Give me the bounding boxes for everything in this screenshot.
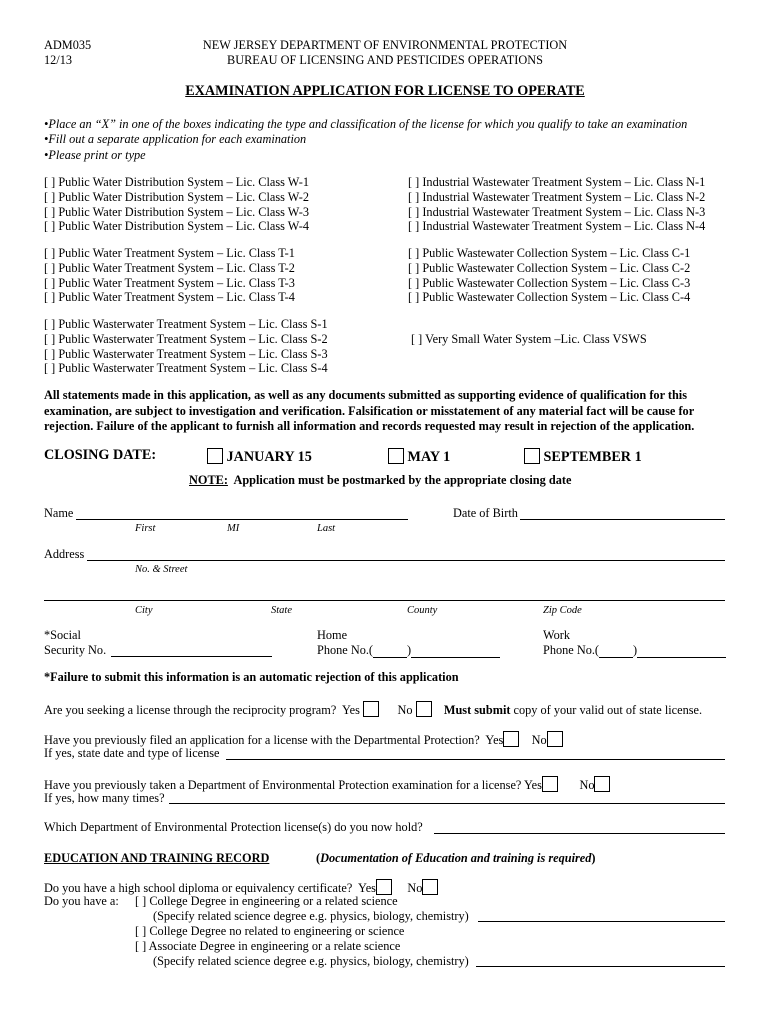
bullet: • [44, 132, 49, 146]
license-option-w2[interactable]: [ ] Public Water Distribution System – Lic. Class W-2 [44, 189, 309, 204]
license-group-wastewater-treatment [44, 317, 328, 376]
license-option-n2[interactable]: [ ] Industrial Wastewater Treatment System – Lic. Class N-2 [408, 189, 706, 204]
work-area-code-field[interactable] [599, 645, 633, 658]
license-option-t4[interactable]: [ ] Public Water Treatment System – Lic. Class T-4 [44, 290, 295, 305]
closing-date-label: CLOSING DATE: [44, 447, 157, 463]
legal-statement: All statements made in this application, as well as any documents submitted as supporting evidence of qualification for this examination, are subject to investigation and verification. Falsification or misstatement of any material fact will be cause for rejection. Failure of the applicant to furnish all information and records requested may result in rejection of the application. [44, 388, 695, 433]
license-option-s4[interactable]: [ ] Public Wasterwater Treatment System – Lic. Class S-4 [44, 361, 328, 376]
form-id: ADM035 [44, 38, 92, 52]
work-phone-field[interactable] [637, 645, 726, 658]
degree-option-college-engineering[interactable]: [ ] College Degree in engineering or a related science [135, 894, 398, 908]
dob-field[interactable] [520, 519, 725, 520]
agency-name: NEW JERSEY DEPARTMENT OF ENVIRONMENTAL PROTECTION [202, 38, 568, 52]
license-option-t3[interactable]: [ ] Public Water Treatment System – Lic. Class T-3 [44, 275, 295, 290]
license-option-vsws[interactable]: [ ] Very Small Water System –Lic. Class VSWS [411, 332, 647, 346]
diploma-yes-checkbox[interactable] [376, 879, 392, 895]
prev-exam-question: Have you previously taken a Department of Environmental Protection examination for a license? Yes No [44, 776, 610, 793]
bureau-name: BUREAU OF LICENSING AND PESTICIDES OPERATIONS [227, 53, 543, 67]
closing-note: NOTE: Application must be postmarked by the appropriate closing date [189, 473, 572, 487]
state-caption: State [271, 605, 292, 616]
license-group-very-small [411, 332, 647, 347]
license-option-t2[interactable]: [ ] Public Water Treatment System – Lic. Class T-2 [44, 260, 295, 275]
prev-filed-yes-checkbox[interactable] [503, 731, 519, 747]
middle-initial-caption: MI [227, 523, 240, 534]
prev-exam-followup-field[interactable] [169, 803, 725, 804]
degree-spec-field-2[interactable] [476, 966, 725, 967]
instruction-1: •Place an “X” in one of the boxes indicating the type and classification of the license for which you qualify to take an examination [44, 117, 688, 131]
home-phone-label-1: Home [317, 628, 348, 642]
zip-caption: Zip Code [543, 605, 582, 616]
license-option-n1[interactable]: [ ] Industrial Wastewater Treatment System – Lic. Class N-1 [408, 175, 706, 189]
bullet: • [44, 117, 49, 131]
failure-note: *Failure to submit this information is an automatic rejection of this application [44, 670, 459, 684]
license-option-n4[interactable]: [ ] Industrial Wastewater Treatment System – Lic. Class N-4 [408, 219, 706, 234]
license-option-c1[interactable]: [ ] Public Wastewater Collection System – Lic. Class C-1 [408, 246, 691, 260]
license-group-wastewater-collection [408, 246, 690, 305]
license-option-s3[interactable]: [ ] Public Wasterwater Treatment System – Lic. Class S-3 [44, 346, 328, 361]
name-field[interactable] [76, 519, 408, 520]
education-note: (Documentation of Education and training is required) [316, 851, 596, 865]
form-date: 12/13 [44, 53, 73, 67]
license-option-t1[interactable]: [ ] Public Water Treatment System – Lic. Class T-1 [44, 246, 295, 260]
instruction-3: •Please print or type [44, 148, 146, 162]
instruction-2: •Fill out a separate application for each examination [44, 132, 307, 146]
current-license-field[interactable] [434, 833, 725, 834]
license-option-c2[interactable]: [ ] Public Wastewater Collection System – Lic. Class C-2 [408, 260, 691, 275]
diploma-no-checkbox[interactable] [422, 879, 438, 895]
prev-exam-no-checkbox[interactable] [594, 776, 610, 792]
prev-exam-yes-checkbox[interactable] [542, 776, 558, 792]
prev-filed-followup-field[interactable] [226, 759, 725, 760]
degree-option-college-other[interactable]: [ ] College Degree no related to engineering or science [135, 924, 405, 938]
license-option-c3[interactable]: [ ] Public Wastewater Collection System – Lic. Class C-3 [408, 275, 691, 290]
degree-question-label: Do you have a: [44, 894, 119, 908]
street-caption: No. & Street [135, 564, 188, 575]
home-phone-label-2: Phone No.( ) [317, 643, 500, 658]
reciprocity-yes-checkbox[interactable] [363, 701, 379, 717]
license-group-water-distribution [44, 175, 309, 234]
prev-filed-question: Have you previously filed an application for a license with the Departmental Protection? Yes No [44, 731, 563, 748]
address-label: Address [44, 547, 85, 561]
license-option-w1[interactable]: [ ] Public Water Distribution System – Lic. Class W-1 [44, 175, 309, 189]
city-state-field[interactable] [44, 600, 725, 601]
home-area-code-field[interactable] [373, 645, 407, 658]
name-label: Name [44, 506, 74, 520]
license-option-c4[interactable]: [ ] Public Wastewater Collection System – Lic. Class C-4 [408, 290, 691, 305]
checkbox[interactable] [207, 448, 223, 464]
home-phone-field[interactable] [411, 645, 500, 658]
prev-filed-followup-label: If yes, state date and type of license [44, 746, 220, 760]
dob-label: Date of Birth [453, 506, 518, 520]
county-caption: County [407, 605, 438, 616]
work-phone-label-1: Work [543, 628, 571, 642]
degree-spec-label-1: (Specify related science degree e.g. physics, biology, chemistry) [153, 909, 469, 923]
bullet: • [44, 148, 49, 162]
ssn-field[interactable] [111, 656, 272, 657]
license-option-s1[interactable]: [ ] Public Wasterwater Treatment System – Lic. Class S-1 [44, 317, 328, 331]
work-phone-label-2: Phone No.( ) [543, 643, 726, 658]
ssn-label-2: Security No. [44, 643, 107, 657]
page-title: EXAMINATION APPLICATION FOR LICENSE TO OPERATE [185, 83, 585, 99]
education-heading: EDUCATION AND TRAINING RECORD [44, 851, 270, 865]
checkbox[interactable] [524, 448, 540, 464]
license-option-w3[interactable]: [ ] Public Water Distribution System – Lic. Class W-3 [44, 204, 309, 219]
street-field[interactable] [87, 560, 725, 561]
first-name-caption: First [135, 523, 156, 534]
prev-exam-followup-label: If yes, how many times? [44, 791, 165, 805]
closing-option-september[interactable]: SEPTEMBER 1 [524, 448, 642, 465]
license-group-industrial-wastewater [408, 175, 705, 234]
degree-option-associate[interactable]: [ ] Associate Degree in engineering or a relate science [135, 939, 401, 953]
license-option-n3[interactable]: [ ] Industrial Wastewater Treatment System – Lic. Class N-3 [408, 204, 706, 219]
city-caption: City [135, 605, 153, 616]
closing-option-january[interactable]: JANUARY 15 [207, 448, 312, 465]
prev-filed-no-checkbox[interactable] [547, 731, 563, 747]
closing-option-may[interactable]: MAY 1 [388, 448, 450, 465]
reciprocity-no-checkbox[interactable] [416, 701, 432, 717]
diploma-question: Do you have a high school diploma or equivalency certificate? Yes No [44, 879, 438, 896]
license-group-water-treatment [44, 246, 295, 305]
current-license-question: Which Department of Environmental Protection license(s) do you now hold? [44, 820, 423, 834]
reciprocity-question: Are you seeking a license through the reciprocity program? Yes No Must submit copy of your valid out of state license. [44, 703, 703, 717]
ssn-label-1: *Social [44, 628, 81, 642]
license-option-s2[interactable]: [ ] Public Wasterwater Treatment System – Lic. Class S-2 [44, 331, 328, 346]
license-option-w4[interactable]: [ ] Public Water Distribution System – Lic. Class W-4 [44, 219, 309, 234]
last-name-caption: Last [317, 523, 336, 534]
checkbox[interactable] [388, 448, 404, 464]
degree-spec-field-1[interactable] [478, 921, 725, 922]
degree-spec-label-2: (Specify related science degree e.g. physics, biology, chemistry) [153, 954, 469, 968]
